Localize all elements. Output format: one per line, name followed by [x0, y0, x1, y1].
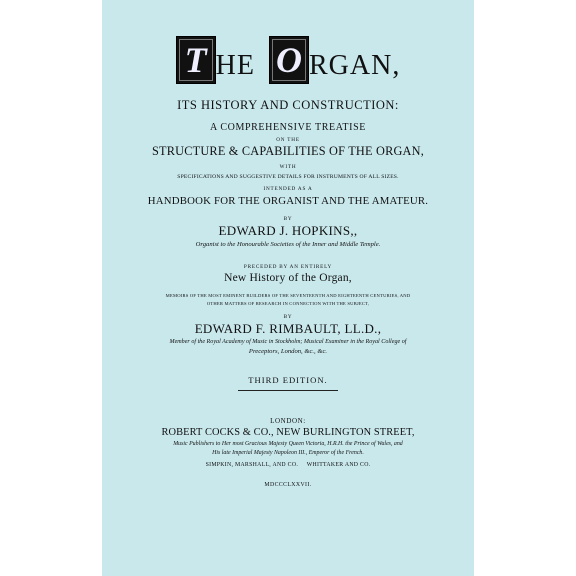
edition-underline: [238, 390, 338, 391]
intended-line: INTENDED AS A: [263, 186, 313, 192]
book-cover: [102, 0, 474, 576]
treatise-line: A COMPREHENSIVE TREATISE: [210, 122, 366, 133]
publisher-description-2: His late Imperial Majesty Napoleon III., Emperor of the French.: [212, 450, 364, 456]
distributors-line: SIMPKIN, MARSHALL, AND CO. WHITTAKER AND CO.: [205, 462, 371, 468]
subtitle: ITS HISTORY AND CONSTRUCTION:: [177, 98, 399, 112]
author-rimbault-description-2: Preceptors, London, &c., &c.: [248, 348, 328, 355]
publisher-line: ROBERT COCKS & CO., NEW BURLINGTON STREET,: [161, 427, 415, 438]
by-line-1: BY: [283, 216, 293, 222]
structure-line: STRUCTURE & CAPABILITIES OF THE ORGAN,: [151, 144, 424, 158]
author-hopkins: EDWARD J. HOPKINS,,: [218, 223, 358, 238]
year-line: MDCCCLXXVII.: [264, 482, 312, 488]
memoirs-line-1: MEMOIRS OF THE MOST EMINENT BUILDERS OF THE SEVENTEENTH AND EIGHTEENTH CENTURIES, AND: [165, 293, 411, 298]
specifications-line: SPECIFICATIONS AND SUGGESTIVE DETAILS FOR INSTRUMENTS OF ALL SIZES.: [177, 174, 399, 180]
handbook-line: HANDBOOK FOR THE ORGANIST AND THE AMATEUR.: [147, 195, 429, 207]
publisher-description-1: Music Publishers to Her most Gracious Majesty Queen Victoria, H.R.H. the Prince of Wales, and: [173, 441, 403, 447]
by-line-2: BY: [283, 314, 293, 320]
title-word-organ: RGAN,: [308, 50, 401, 81]
new-history-line: New History of the Organ,: [224, 272, 352, 284]
title-initial-t: T: [176, 36, 216, 84]
author-rimbault-description-1: Member of the Royal Academy of Music in Stockholm; Musical Examiner in the Royal College of: [169, 339, 407, 345]
preceded-line: PRECEDED BY AN ENTIRELY: [243, 264, 333, 270]
london-line: LONDON:: [270, 417, 306, 425]
author-rimbault: EDWARD F. RIMBAULT, LL.D.,: [194, 321, 382, 336]
on-the-line: ON THE: [276, 137, 300, 143]
book-title: [102, 36, 474, 84]
title-word-the: HE: [215, 50, 255, 81]
memoirs-line-2: OTHER MATTERS OF RESEARCH IN CONNECTION WITH THE SUBJECT,: [206, 301, 370, 306]
title-initial-o: O: [269, 36, 309, 84]
author-hopkins-description: Organist to the Honourable Societies of the Inner and Middle Temple.: [195, 241, 381, 248]
with-line: WITH: [279, 164, 297, 170]
edition-line: THIRD EDITION.: [248, 375, 328, 385]
